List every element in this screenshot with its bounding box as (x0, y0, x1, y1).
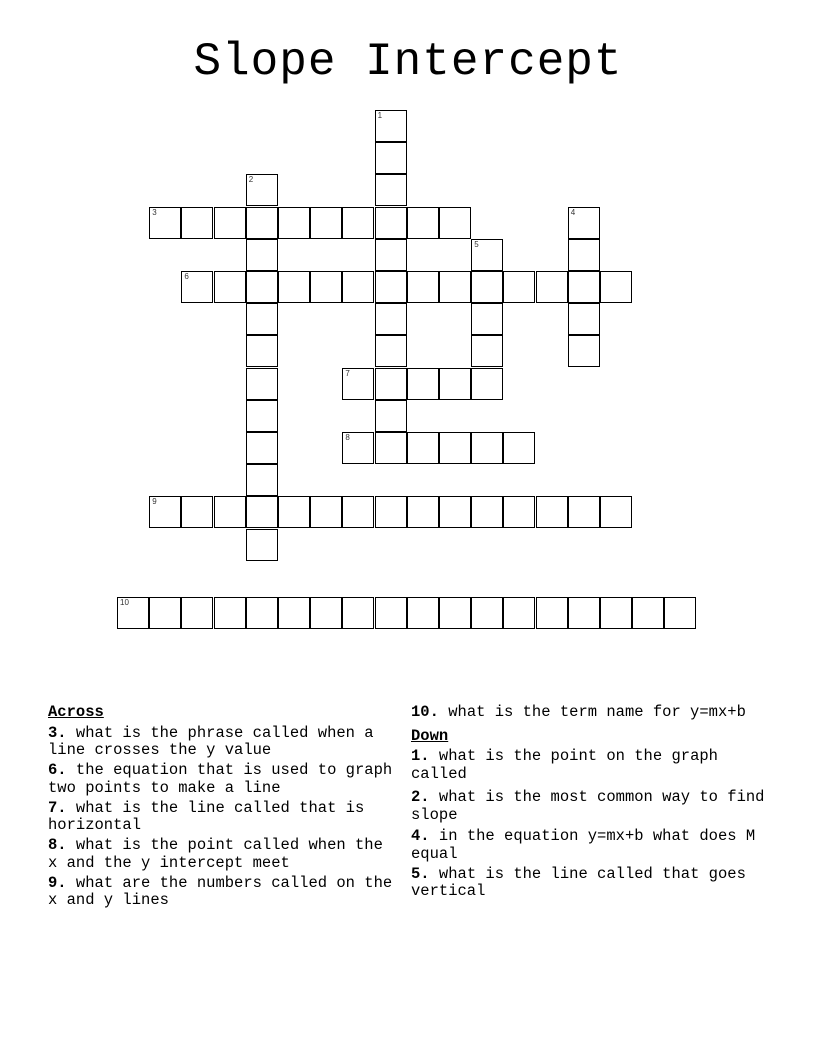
across-clue (48, 837, 398, 872)
clue-number: 3. (48, 723, 67, 742)
clue-number: 9. (48, 873, 67, 892)
grid-cell[interactable] (407, 271, 439, 303)
grid-cell[interactable] (375, 303, 407, 335)
grid-cell[interactable] (278, 207, 310, 239)
grid-cell[interactable] (246, 400, 278, 432)
grid-cell[interactable] (471, 271, 503, 303)
grid-cell[interactable] (407, 368, 439, 400)
grid-cell[interactable] (246, 368, 278, 400)
grid-cell[interactable] (471, 335, 503, 367)
across-clue (48, 725, 398, 760)
clue-text: what is the line called that is horizontal (48, 798, 365, 834)
cell-number: 1 (377, 111, 383, 120)
across-clue (48, 875, 398, 910)
clue-text: what is the most common way to find slope (411, 788, 765, 824)
grid-cell[interactable] (375, 271, 407, 303)
clue-number: 4. (411, 827, 430, 845)
grid-cell[interactable] (407, 496, 439, 528)
clue-text: what is the phrase called when a line crosses the y value (48, 723, 374, 759)
grid-cell[interactable] (471, 432, 503, 464)
grid-cell[interactable] (214, 271, 246, 303)
grid-cell[interactable] (342, 432, 374, 464)
grid-cell[interactable] (600, 271, 632, 303)
clue-number: 6. (48, 761, 67, 779)
down-clue (411, 866, 771, 901)
grid-cell[interactable] (117, 597, 149, 629)
clues-column-right (411, 704, 771, 903)
grid-cell[interactable] (342, 207, 374, 239)
clue-number: 8. (48, 836, 67, 854)
grid-cell[interactable] (471, 368, 503, 400)
grid-cell[interactable] (600, 597, 632, 629)
grid-cell[interactable] (246, 597, 278, 629)
down-heading: Down (411, 726, 449, 745)
grid-cell[interactable] (407, 597, 439, 629)
grid-cell[interactable] (375, 335, 407, 367)
grid-cell[interactable] (246, 496, 278, 528)
grid-cell[interactable] (149, 207, 181, 239)
grid-cell[interactable] (568, 335, 600, 367)
grid-cell[interactable] (471, 239, 503, 271)
grid-cell[interactable] (439, 368, 471, 400)
clue-number: 1. (411, 747, 430, 765)
down-clue (411, 789, 771, 824)
grid-cell[interactable] (600, 496, 632, 528)
grid-cell[interactable] (568, 597, 600, 629)
grid-cell[interactable] (568, 496, 600, 528)
down-clue (411, 828, 771, 863)
grid-cell[interactable] (375, 207, 407, 239)
grid-cell[interactable] (439, 271, 471, 303)
grid-cell[interactable] (246, 335, 278, 367)
grid-cell[interactable] (310, 271, 342, 303)
grid-cell[interactable] (214, 597, 246, 629)
grid-cell[interactable] (214, 496, 246, 528)
grid-cell[interactable] (149, 597, 181, 629)
clue-number: 2. (411, 788, 430, 806)
grid-cell[interactable] (375, 239, 407, 271)
grid-cell[interactable] (181, 496, 213, 528)
clue-text: what is the point called when the x and the y intercept meet (48, 836, 383, 872)
grid-cell[interactable] (246, 432, 278, 464)
grid-cell[interactable] (246, 207, 278, 239)
across-clue (48, 762, 398, 797)
grid-cell[interactable] (568, 207, 600, 239)
grid-cell[interactable] (246, 529, 278, 561)
cell-number: 2 (248, 175, 254, 185)
cell-number: 5 (474, 239, 479, 249)
grid-cell[interactable] (246, 464, 278, 496)
grid-cell[interactable] (503, 432, 535, 464)
clue-number: 7. (48, 798, 67, 817)
grid-cell[interactable] (342, 597, 374, 629)
grid-cell[interactable] (246, 303, 278, 335)
grid-cell[interactable] (342, 368, 374, 400)
clue-text: what is the point on the graph called (411, 747, 718, 783)
grid-cell[interactable] (503, 496, 535, 528)
down-clue (411, 748, 771, 783)
cell-number: 4 (570, 207, 576, 217)
grid-cell[interactable] (568, 303, 600, 335)
clues-column-left (48, 704, 398, 912)
grid-cell[interactable] (439, 207, 471, 239)
clue-text: what is the term name for y=mx+b (448, 703, 746, 721)
grid-cell[interactable] (342, 271, 374, 303)
grid-cell[interactable] (439, 432, 471, 464)
grid-cell[interactable] (439, 496, 471, 528)
grid-cell[interactable] (375, 432, 407, 464)
grid-cell[interactable] (439, 597, 471, 629)
grid-cell[interactable] (536, 496, 568, 528)
grid-cell[interactable] (246, 271, 278, 303)
across-clue (411, 704, 771, 722)
cell-number: 7 (345, 368, 350, 378)
clue-number: 10. (411, 703, 439, 721)
across-heading: Across (48, 703, 104, 721)
grid-cell[interactable] (246, 239, 278, 271)
cell-number: 8 (345, 433, 350, 442)
cell-number: 10 (120, 598, 129, 607)
grid-cell[interactable] (342, 496, 374, 528)
grid-cell[interactable] (568, 239, 600, 271)
cell-number: 3 (152, 207, 157, 217)
grid-cell[interactable] (407, 207, 439, 239)
grid-cell[interactable] (375, 174, 407, 206)
across-clue (48, 800, 398, 835)
cell-number: 6 (184, 272, 189, 281)
clue-number: 5. (411, 864, 430, 883)
grid-cell[interactable] (503, 597, 535, 629)
grid-cell[interactable] (214, 207, 246, 239)
grid-cell[interactable] (632, 597, 664, 629)
grid-cell[interactable] (149, 496, 181, 528)
grid-cell[interactable] (181, 271, 213, 303)
cell-number: 9 (152, 497, 157, 507)
puzzle-title: Slope Intercept (193, 36, 623, 88)
grid-cell[interactable] (246, 174, 278, 206)
grid-cell[interactable] (536, 271, 568, 303)
grid-cell[interactable] (536, 597, 568, 629)
grid-cell[interactable] (310, 207, 342, 239)
grid-cell[interactable] (310, 496, 342, 528)
grid-cell[interactable] (278, 496, 310, 528)
clue-text: what is the line called that goes vertical (411, 864, 746, 900)
grid-cell[interactable] (407, 432, 439, 464)
grid-cell[interactable] (503, 271, 535, 303)
grid-cell[interactable] (310, 597, 342, 629)
grid-cell[interactable] (278, 271, 310, 303)
grid-cell[interactable] (181, 597, 213, 629)
grid-cell[interactable] (471, 303, 503, 335)
clue-text: the equation that is used to graph two points to make a line (48, 761, 393, 797)
grid-cell[interactable] (375, 368, 407, 400)
grid-cell[interactable] (471, 496, 503, 528)
grid-cell[interactable] (375, 142, 407, 174)
grid-cell[interactable] (278, 597, 310, 629)
grid-cell[interactable] (375, 110, 407, 142)
clue-text: what are the numbers called on the x and y lines (48, 873, 393, 909)
grid-cell[interactable] (664, 597, 696, 629)
grid-cell[interactable] (471, 597, 503, 629)
grid-cell[interactable] (568, 271, 600, 303)
grid-cell[interactable] (375, 597, 407, 629)
grid-cell[interactable] (375, 496, 407, 528)
grid-cell[interactable] (181, 207, 213, 239)
clue-text: in the equation y=mx+b what does M equal (411, 827, 756, 863)
grid-cell[interactable] (375, 400, 407, 432)
